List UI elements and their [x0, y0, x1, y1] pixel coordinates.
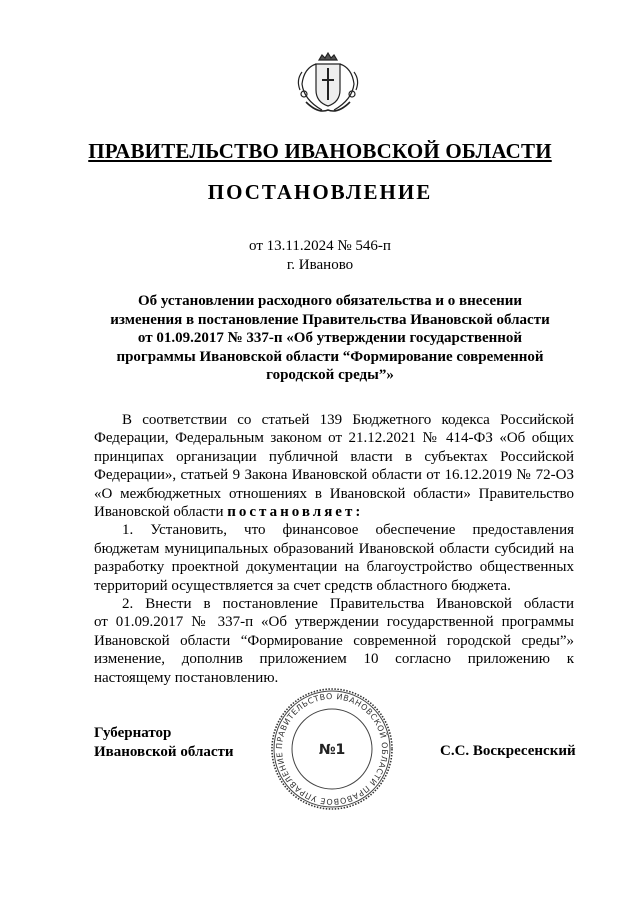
stamp-ring-text: ПРАВИТЕЛЬСТВО ИВАНОВСКОЙ ОБЛАСТИ ПРАВОВОЕ УПРАВЛЕНИЕ — [274, 691, 390, 807]
document-subject — [100, 292, 560, 385]
signatory-name: С.С. Воскресенский — [440, 743, 576, 759]
stamp-number: №1 — [318, 742, 346, 758]
signatory-position — [94, 724, 234, 762]
document-body — [94, 411, 574, 687]
item-1-line: бюджетам муниципальных образований Ивановской области субсидий на — [94, 540, 574, 557]
official-stamp-icon — [269, 686, 395, 812]
item-1-line: территорий осуществляется за счет средств областного бюджета. — [94, 577, 511, 594]
government-title: ПРАВИТЕЛЬСТВО ИВАНОВСКОЙ ОБЛАСТИ — [88, 139, 552, 163]
subject-line: Об установлении расходного обязательства и о внесении — [137, 293, 523, 309]
document-type: ПОСТАНОВЛЕНИЕ — [207, 180, 433, 204]
item-1-line: разработку проектной документации на благоустройство общественных — [94, 559, 574, 576]
preamble-line: «О межбюджетных отношениях в Ивановской области» Правительство — [94, 485, 574, 502]
city: г. Иваново — [286, 257, 354, 273]
resolves-colon: : — [355, 504, 361, 521]
item-1-line: 1. Установить, что финансовое обеспечение предоставления — [122, 522, 574, 539]
preamble-line: Федерации, Федеральным законом от 21.12.2021 № 414-ФЗ «Об общих — [94, 430, 574, 447]
date-and-number: от 13.11.2024 № 546-п — [249, 238, 391, 254]
item-2-line: от 01.09.2017 № 337-п «Об утверждении государственной программы — [94, 614, 574, 631]
item-2-line: изменение, дополнив приложением 10 согласно приложению к — [94, 651, 574, 668]
preamble-last-prefix: Ивановской области — [94, 504, 228, 521]
item-2-line: настоящему постановлению. — [94, 669, 279, 686]
coat-of-arms-icon — [292, 50, 364, 116]
item-2-line: Ивановской области “Формирование современной городской среды”» — [94, 632, 574, 649]
resolves-word: постановляет — [227, 504, 356, 521]
subject-line: изменения в постановление Правительства Ивановской области — [110, 311, 550, 328]
subject-line: программы Ивановской области “Формирование современной — [116, 348, 544, 365]
subject-line: от 01.09.2017 № 337-п «Об утверждении государственной — [137, 330, 523, 347]
preamble-line: В соответствии со статьей 139 Бюджетного кодекса Российской — [122, 412, 574, 428]
position-line: Губернатор — [94, 725, 172, 741]
item-2-line: 2. Внести в постановление Правительства Ивановской области — [122, 596, 574, 613]
preamble-line: Федерации», статьей 9 Закона Ивановской области от 16.12.2019 № 72-ОЗ — [94, 467, 574, 484]
subject-line: городской среды”» — [266, 367, 394, 384]
position-line: Ивановской области — [94, 744, 234, 760]
preamble-line: принципах организации публичной власти в субъектах Российской — [94, 448, 574, 465]
preamble-last-line — [94, 503, 574, 521]
